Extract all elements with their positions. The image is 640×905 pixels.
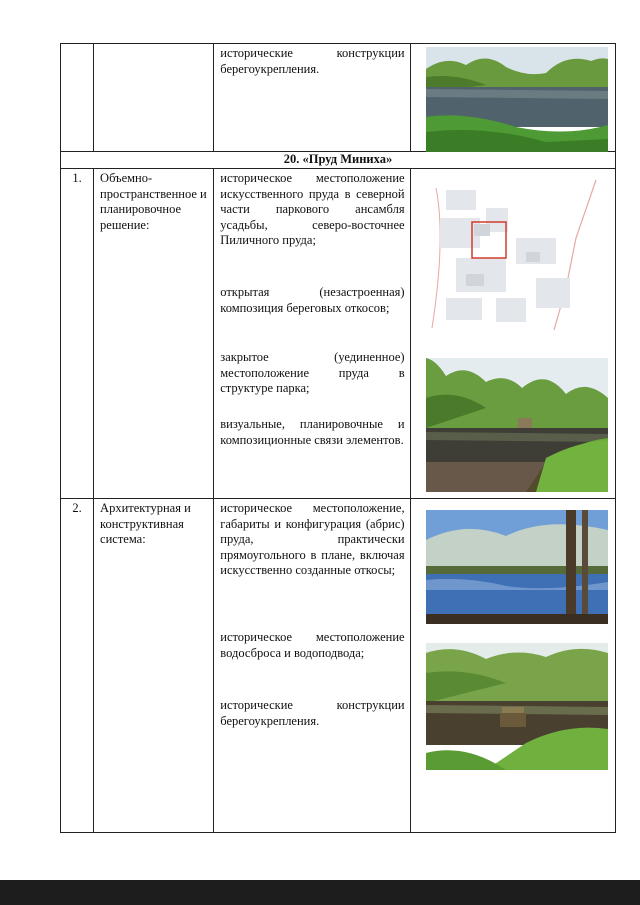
row-items	[214, 499, 410, 833]
scan-bottom-edge	[0, 880, 640, 905]
item-text: историческое местоположение искусственного пруда в северной части паркового ансамбля усадьбы, северо-восточнее Пиличного пруда;	[220, 171, 405, 247]
pond-photo	[426, 510, 608, 624]
item-text: историческое местоположение, габариты и конфигурация (абрис) пруда, практически прямоугольного в плане, включая искусственно созданные откосы;	[220, 501, 405, 577]
cell-empty-label	[94, 44, 214, 152]
row-number: 1.	[61, 169, 94, 499]
pond-photo	[426, 47, 608, 152]
item-text: историческое местоположение водосброса и водоподвода;	[220, 630, 405, 660]
item-text: исторические конструкции берегоукрепления.	[220, 698, 405, 728]
row-items	[214, 169, 410, 499]
cell-continuation-text	[214, 44, 410, 152]
pond-photo	[426, 643, 608, 770]
row-label: Архитектурная и конструктивная система:	[94, 499, 214, 833]
cell-empty-num	[61, 44, 94, 152]
row-label: Объемно-пространственное и планировочное решение:	[94, 169, 214, 499]
row-number: 2.	[61, 499, 94, 833]
section-title: 20. «Пруд Миниха»	[61, 152, 616, 169]
continuation-text: исторические конструкции берегоукрепления.	[220, 46, 405, 76]
pond-photo	[426, 358, 608, 492]
item-text: визуальные, планировочные и композиционные связи элементов.	[220, 417, 405, 447]
section-heading-row	[61, 152, 616, 169]
site-map	[426, 178, 608, 330]
item-text: открытая (незастроенная) композиция береговых откосов;	[220, 285, 405, 315]
item-text: закрытое (уединенное) местоположение пруда в структуре парка;	[220, 350, 405, 395]
